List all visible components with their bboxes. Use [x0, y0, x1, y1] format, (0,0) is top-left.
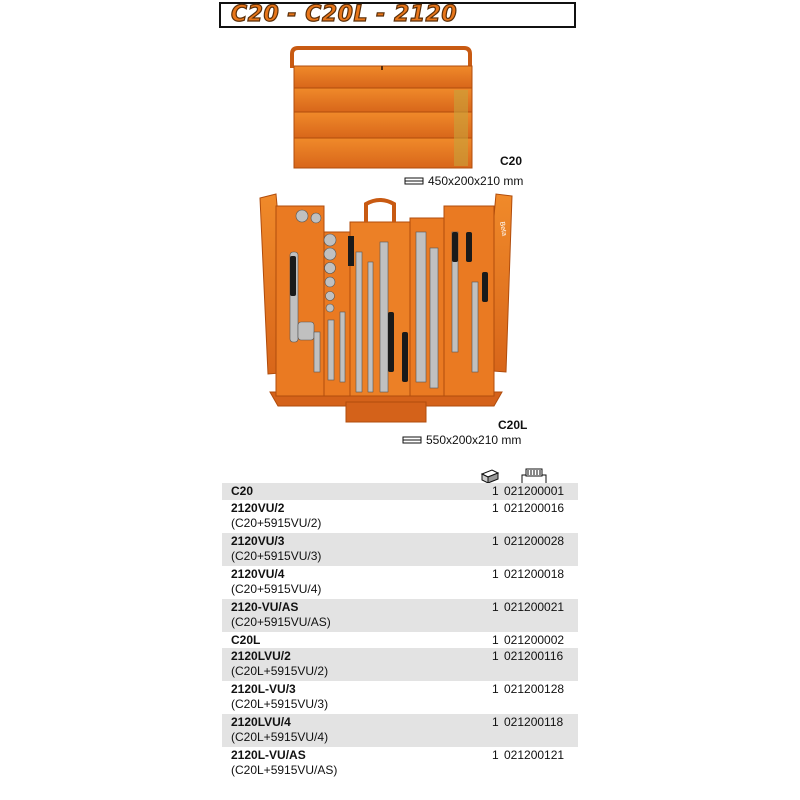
dimensions-icon	[404, 176, 424, 186]
row-sub: (C20L+5915VU/3)	[231, 697, 329, 711]
table-row	[222, 566, 578, 599]
c20l-dimensions-text: 550x200x210 mm	[426, 433, 522, 447]
row-qty: 1	[492, 715, 499, 729]
row-number: 021200021	[504, 599, 565, 614]
c20-label: C20	[500, 154, 523, 168]
row-number: 021200028	[504, 533, 565, 548]
row-qty: 1	[492, 748, 499, 762]
row-sub: (C20+5915VU/2)	[231, 515, 322, 530]
table-row	[222, 681, 578, 714]
barcode-code-icon	[522, 469, 546, 484]
c20l-open-toolbox-image	[256, 192, 516, 424]
c20-dimensions-text: 450x200x210 mm	[428, 174, 524, 188]
row-qty: 1	[492, 566, 499, 581]
row-qty: 1	[492, 533, 499, 548]
table-row	[222, 533, 578, 566]
row-qty: 1	[492, 649, 499, 663]
row-sub: (C20L+5915VU/2)	[231, 664, 329, 678]
row-qty: 1	[492, 599, 499, 614]
row-number: 021200002	[504, 632, 565, 647]
row-number: 021200016	[504, 500, 565, 515]
table-row	[222, 483, 578, 500]
table-row	[222, 747, 578, 780]
page-title: C20 - C20L - 2120	[231, 2, 458, 27]
table-row	[222, 599, 578, 632]
row-code: 2120LVU/4	[231, 715, 291, 729]
row-code: 2120VU/3	[231, 533, 285, 548]
row-code: 2120-VU/AS	[231, 599, 299, 614]
svg-text:Beta: Beta	[498, 221, 508, 237]
row-sub: (C20+5915VU/4)	[231, 581, 322, 596]
table-row	[222, 632, 578, 649]
row-sub: (C20L+5915VU/AS)	[231, 763, 338, 777]
row-number: 021200116	[504, 649, 564, 663]
row-code: 2120LVU/2	[231, 649, 291, 663]
header-box	[219, 2, 576, 28]
table-row	[222, 648, 578, 681]
row-sub: (C20L+5915VU/4)	[231, 730, 329, 744]
row-code: C20L	[231, 632, 261, 647]
c20l-label: C20L	[498, 418, 528, 432]
table-row	[222, 714, 578, 747]
row-qty: 1	[492, 484, 499, 498]
row-qty: 1	[492, 682, 499, 696]
row-sub: (C20+5915VU/AS)	[231, 614, 331, 629]
row-number: 021200118	[504, 715, 564, 729]
row-sub: (C20+5915VU/3)	[231, 548, 322, 563]
row-number: 021200018	[504, 566, 565, 581]
row-code: 2120L-VU/AS	[231, 748, 306, 762]
row-code: 2120VU/4	[231, 566, 285, 581]
row-code: C20	[231, 484, 254, 498]
row-number: 021200121	[504, 748, 565, 762]
quantity-box-icon	[482, 470, 498, 483]
c20-closed-toolbox-image	[286, 40, 486, 180]
c20l-dimensions	[402, 433, 521, 447]
row-qty: 1	[492, 500, 499, 515]
row-qty: 1	[492, 632, 499, 647]
row-code: 2120L-VU/3	[231, 682, 296, 696]
c20-dimensions	[404, 174, 523, 188]
row-number: 021200128	[504, 682, 565, 696]
dimensions-icon	[402, 435, 422, 445]
table-row	[222, 500, 578, 533]
row-number: 021200001	[504, 484, 565, 498]
row-code: 2120VU/2	[231, 500, 285, 515]
